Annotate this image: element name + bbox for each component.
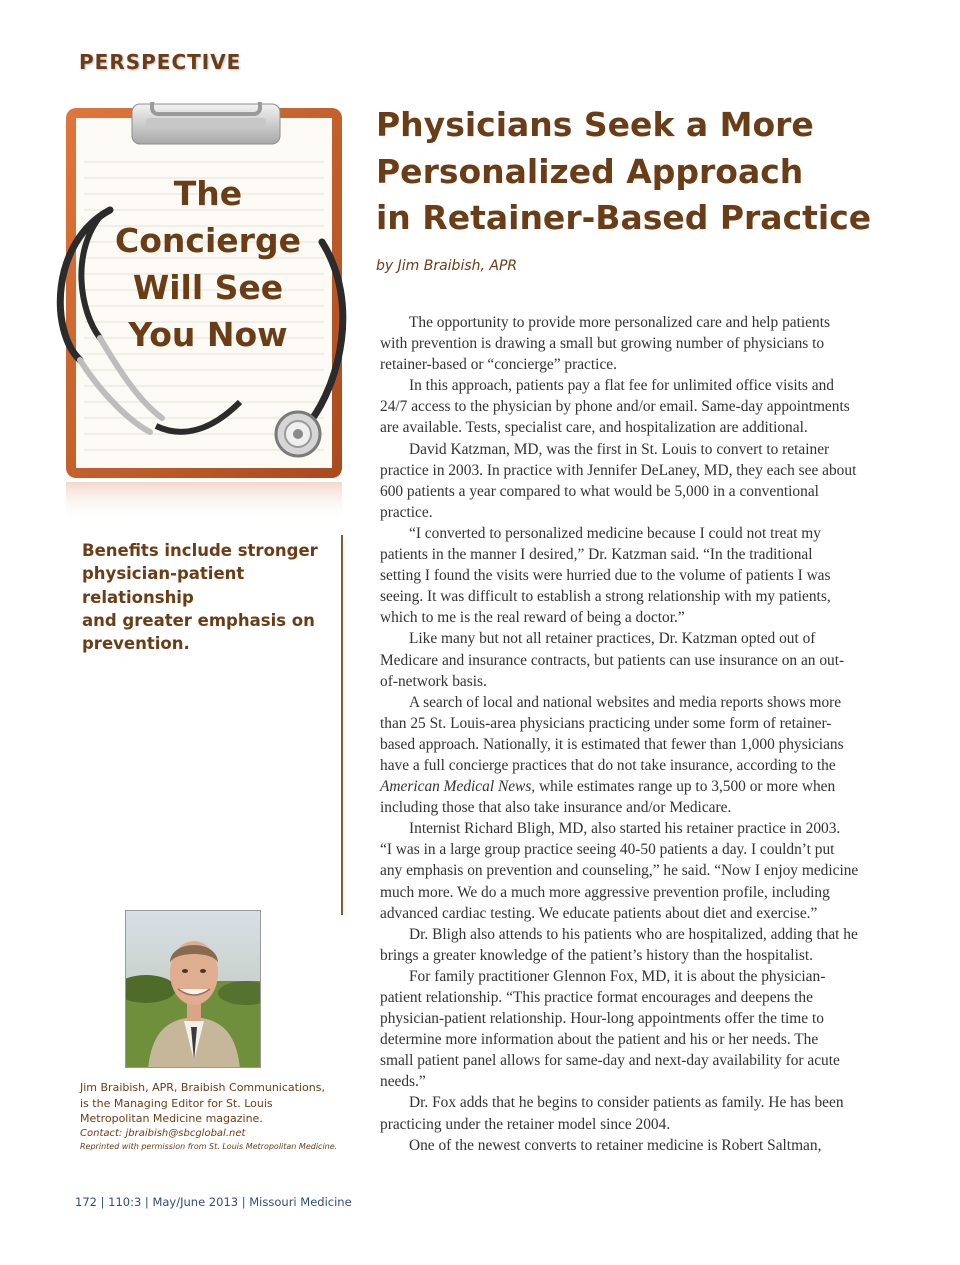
pull-quote-line: Benefits include stronger <box>82 541 318 560</box>
body-line: The opportunity to provide more personalized care and help patients <box>409 314 830 331</box>
body-line: physician-patient relationship. Hour-long appointments offer the time to <box>380 1010 824 1028</box>
body-line: A search of local and national websites and media reports shows more <box>409 693 842 711</box>
bio-line: is the Managing Editor for St. Louis <box>80 1096 273 1110</box>
body-line: practice in 2003. In practice with Jennifer DeLaney, MD, they each see about <box>380 461 857 479</box>
pull-quote <box>82 539 332 655</box>
author-bio <box>80 1080 350 1153</box>
body-line: Dr. Bligh also attends to his patients who are hospitalized, adding that he <box>409 925 858 943</box>
art-title-line: The <box>173 174 243 213</box>
publication-name: American Medical News, <box>380 778 536 796</box>
body-line: needs.” <box>380 1073 426 1091</box>
art-title-line: You Now <box>128 315 288 354</box>
body-line: seeing. It was difficult to establish a strong relationship with my patients, <box>380 588 831 606</box>
body-line: “I converted to personalized medicine because I could not treat my <box>409 524 821 542</box>
body-line: One of the newest converts to retainer medicine is Robert Saltman, <box>409 1136 822 1154</box>
body-line: setting I found the visits were hurried due to the volume of patients I was <box>380 567 831 585</box>
body-line: determine more information about the patient and his or her needs. The <box>380 1031 819 1049</box>
art-title <box>108 170 308 358</box>
body-line: much more. We do a much more aggressive prevention profile, including <box>380 883 830 901</box>
art-title-line: Will See <box>132 268 284 307</box>
headline-line: Physicians Seek a More <box>376 105 814 144</box>
body-line: retainer-based or “concierge” practice. <box>380 356 617 374</box>
headline-line: Personalized Approach <box>376 151 804 191</box>
body-line: which to me is the real reward of being a doctor.” <box>380 609 685 627</box>
body-line: with prevention is drawing a small but growing number of physicians to <box>380 335 825 353</box>
author-photo <box>125 910 261 1068</box>
pull-quote-line: physician-patient relationship <box>82 564 245 607</box>
body-line: patient relationship. “This practice format encourages and deepens the <box>380 989 813 1006</box>
bio-line: Jim Braibish, APR, Braibish Communications, <box>80 1081 325 1094</box>
body-line: of-network basis. <box>380 672 487 690</box>
body-line: based approach. Nationally, it is estimated that fewer than 1,000 physicians <box>380 735 844 753</box>
body-line: David Katzman, MD, was the first in St. Louis to convert to retainer <box>409 440 830 458</box>
bio-line: Metropolitan Medicine magazine. <box>80 1112 263 1125</box>
body-line: practice. <box>380 503 433 521</box>
author-contact: Contact: jbraibish@sbcglobal.net <box>80 1127 246 1139</box>
body-line: patients in the manner I desired,” Dr. Katzman said. “In the traditional <box>380 546 813 564</box>
pull-quote-line: prevention. <box>82 634 190 654</box>
body-line: Like many but not all retainer practices, Dr. Katzman opted out of <box>409 630 816 648</box>
body-line: brings a greater knowledge of the patient’s history than the hospitalist. <box>380 946 813 964</box>
body-line: have a full concierge practices that do not take insurance, according to the <box>380 756 836 774</box>
body-line: than 25 St. Louis-area physicians practicing under some form of retainer- <box>380 714 832 732</box>
headline-line: in Retainer-Based Practice <box>376 198 872 237</box>
article-body <box>380 312 872 1156</box>
section-label: PERSPECTIVE <box>79 50 242 74</box>
body-line: practicing under the retainer model since 2004. <box>380 1115 671 1133</box>
body-line <box>380 776 872 797</box>
body-line: “I was in a large group practice seeing 40-50 patients a day. I couldn’t put <box>380 841 835 859</box>
body-line: 600 patients a year compared to what would be 5,000 in a conventional <box>380 482 819 500</box>
body-line: small patient panel allows for same-day and next-day availability for acute <box>380 1052 840 1070</box>
body-line: Medicare and insurance contracts, but patients can use insurance on an out- <box>380 651 845 669</box>
body-line: are available. Tests, specialist care, and hospitalization are additional. <box>380 419 808 437</box>
art-title-line: Concierge <box>115 221 301 260</box>
pull-quote-line: and greater emphasis on <box>82 610 315 630</box>
page-folio: 172 | 110:3 | May/June 2013 | Missouri Medicine <box>75 1195 352 1209</box>
body-line: Internist Richard Bligh, MD, also started his retainer practice in 2003. <box>409 820 841 838</box>
byline: by Jim Braibish, APR <box>376 258 518 274</box>
body-line: For family practitioner Glennon Fox, MD, it is about the physician- <box>409 967 826 985</box>
body-line-rest: while estimates range up to 3,500 or more when <box>535 778 836 796</box>
body-line: any emphasis on prevention and counseling,” he said. “Now I enjoy medicine <box>380 862 859 880</box>
body-line: Dr. Fox adds that he begins to consider patients as family. He has been <box>409 1094 844 1112</box>
reprint-notice: Reprinted with permission from St. Louis Metropolitan Medicine. <box>80 1141 338 1151</box>
body-line: including those that also take insurance and/or Medicare. <box>380 799 732 817</box>
body-line: advanced cardiac testing. We educate patients about diet and exercise.” <box>380 904 818 922</box>
body-line: 24/7 access to the physician by phone and/or email. Same-day appointments <box>380 398 850 416</box>
body-line: In this approach, patients pay a flat fee for unlimited office visits and <box>409 377 834 395</box>
article-headline <box>376 102 936 242</box>
sidebar-divider <box>341 535 343 915</box>
